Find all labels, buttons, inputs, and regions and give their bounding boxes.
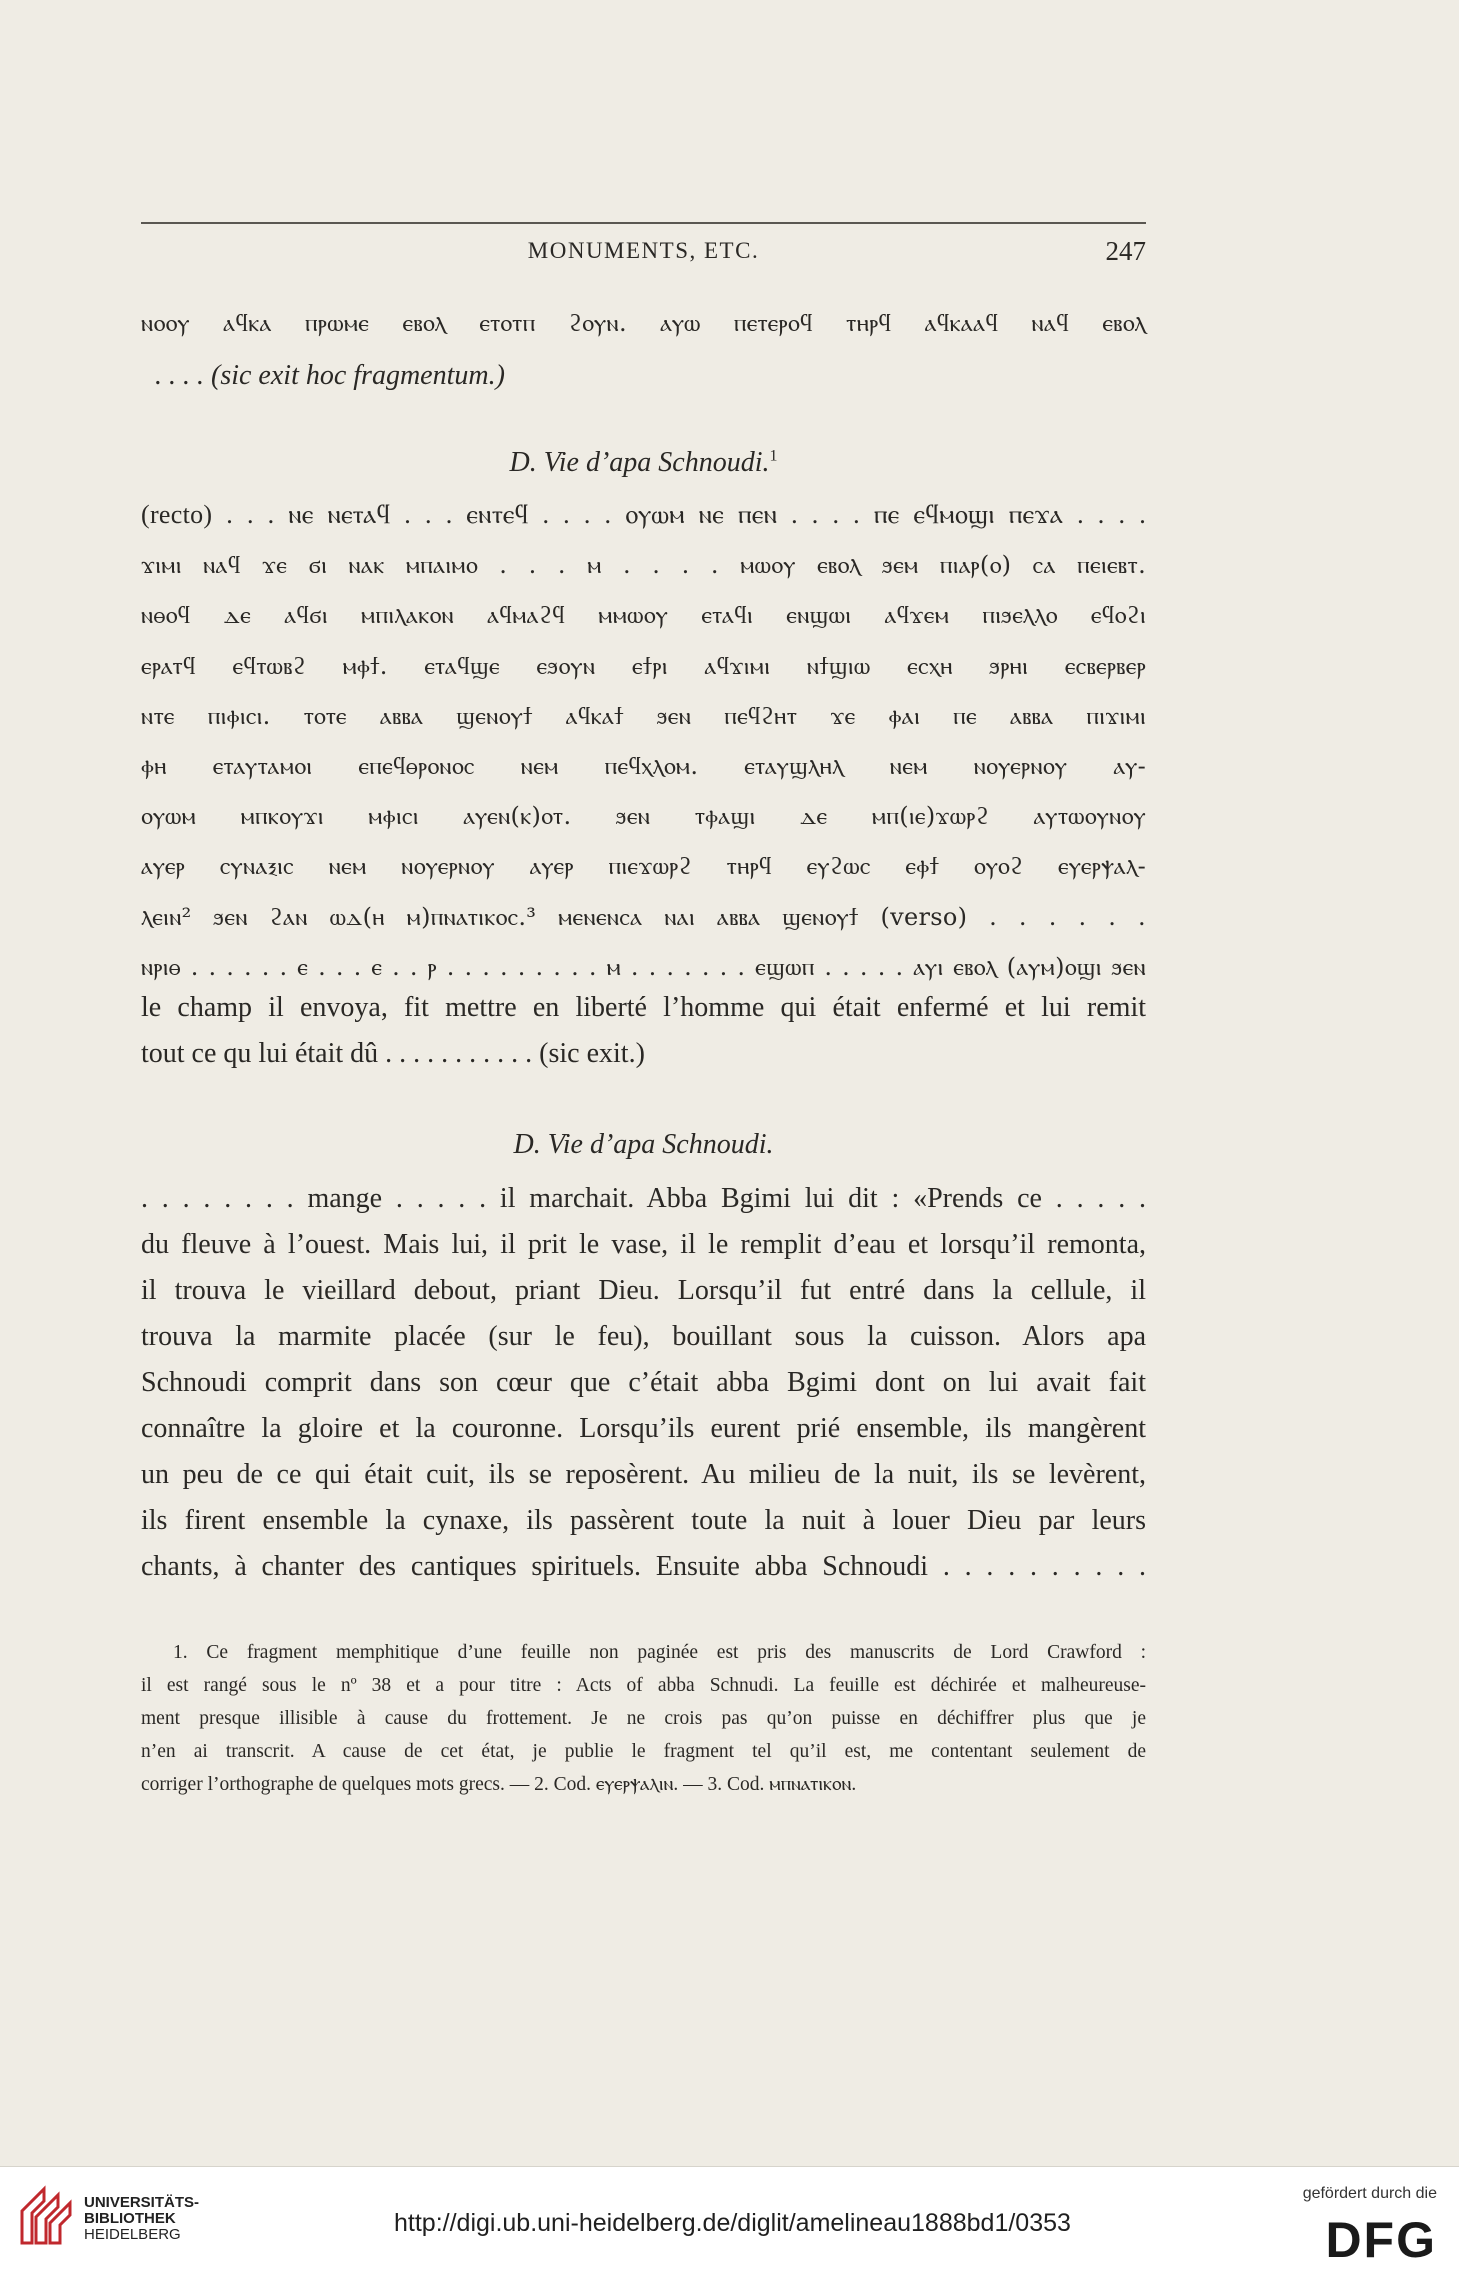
coptic-line: ⲛⲑⲟϥ ⲇⲉ ⲁϥϭⲓ ⲙⲡⲓⲗⲁⲕⲟⲛ ⲁϥⲙⲁϩϥ ⲙⲙⲱⲟⲩ ⲉⲧⲁϥⲓ ⲉⲛϣⲱⲓ ⲁϥϫⲉⲙ ⲡⲓϧⲉⲗⲗⲟ ⲉϥⲟϩⲓ <box>141 601 1146 630</box>
library-line-2: BIBLIOTHEK <box>84 2210 176 2227</box>
coptic-line: ⲗⲉⲓⲛ² ϧⲉⲛ ϩⲁⲛ ⲱⲇ(ⲏ ⲙ)ⲡⲛⲁⲧⲓⲕⲟⲥ.³ ⲙⲉⲛⲉⲛⲥⲁ ⲛⲁⲓ ⲁⲃⲃⲁ ϣⲉⲛⲟⲩϯ (verso) . . . . . . <box>141 902 1146 931</box>
french-line: le champ il envoya, fit mettre en liberté l’homme qui était enfermé et lui remit <box>141 992 1146 1023</box>
section-heading-coptic <box>141 440 1146 486</box>
library-name <box>84 2195 199 2243</box>
french-line: du fleuve à l’ouest. Mais lui, il prit le vase, il le remplit d’eau et lorsqu’il remonta, <box>141 1229 1146 1260</box>
french-line: il trouva le vieillard debout, priant Dieu. Lorsqu’il fut entré dans la cellule, il <box>141 1275 1146 1306</box>
footnote-line: 1. Ce fragment memphitique d’une feuille non paginée est pris des manuscrits de Lord Crawford : <box>173 1642 1146 1663</box>
fragment-note <box>141 353 1146 399</box>
header-rule <box>141 222 1146 224</box>
coptic-line: ⲛⲣⲓⲑ . . . . . . ⲉ . . . ⲉ . . ⲣ . . . . . . . . . ⲙ . . . . . . . ⲉϣⲱⲡ . . . . . ⲁⲩⲓ ⲉⲃⲟⲗ (ⲁⲩⲙ)ⲟϣⲓ ϧⲉⲛ <box>141 952 1146 981</box>
university-library-logo <box>14 2181 76 2251</box>
french-line: . . . . . . . . mange . . . . . il marchait. Abba Bgimi lui dit : «Prends ce . . . . . <box>141 1183 1146 1214</box>
permalink-url[interactable]: http://digi.ub.uni-heidelberg.de/diglit/amelineau1888bd1/0353 <box>394 2209 1071 2237</box>
coptic-line: ⲟⲩⲱⲙ ⲙⲡⲕⲟⲩϫⲓ ⲙⲫⲓⲥⲓ ⲁⲩⲉⲛ(ⲕ)ⲟⲧ. ϧⲉⲛ ⲧⲫⲁϣⲓ ⲇⲉ ⲙⲡ(ⲓⲉ)ϫⲱⲣϩ ⲁⲩⲧⲱⲟⲩⲛⲟⲩ <box>141 802 1146 831</box>
footnotes <box>141 1636 1146 1801</box>
footnote-line: il est rangé sous le nº 38 et a pour titre : Acts of abba Schnudi. La feuille est déchirée et malheureuse- <box>141 1675 1146 1696</box>
footnote-line: ment presque illisible à cause du frottement. Je ne crois pas qu’on puisse en déchiffrer plus que je <box>141 1708 1146 1729</box>
page-number: 247 <box>1105 236 1146 266</box>
french-line: ils firent ensemble la cynaxe, ils passèrent toute la nuit à louer Dieu par leurs <box>141 1505 1146 1536</box>
footnote-line: n’en ai transcrit. A cause de cet état, je publie le fragment tel qu’il est, me contentant seulement de <box>141 1741 1146 1762</box>
french-line: connaître la gloire et la couronne. Lorsqu’ils eurent prié ensemble, ils mangèrent <box>141 1413 1146 1444</box>
coptic-line: ⲁⲩⲉⲣ ⲥⲩⲛⲁⲝⲓⲥ ⲛⲉⲙ ⲛⲟⲩⲉⲣⲛⲟⲩ ⲁⲩⲉⲣ ⲡⲓⲉϫⲱⲣϩ ⲧⲏⲣϥ ⲉⲩϩⲱⲥ ⲉⲫϯ ⲟⲩⲟϩ ⲉⲩⲉⲣⲯⲁⲗ- <box>141 852 1146 881</box>
coptic-continuation <box>141 300 1146 346</box>
french-line: Schnoudi comprit dans son cœur que c’était abba Bgimi dont on lui avait fait <box>141 1367 1146 1398</box>
coptic-line: ϫⲓⲙⲓ ⲛⲁϥ ϫⲉ ϭⲓ ⲛⲁⲕ ⲙⲡⲁⲓⲙⲟ . . . ⲙ . . . . ⲙⲱⲟⲩ ⲉⲃⲟⲗ ϧⲉⲙ ⲡⲓⲁⲣ(ⲟ) ⲥⲁ ⲡⲉⲓⲉⲃⲧ. <box>141 551 1146 580</box>
french-line: chants, à chanter des cantiques spirituels. Ensuite abba Schnoudi . . . . . . . . . . <box>141 1551 1146 1582</box>
coptic-line: (recto) . . . ⲛⲉ ⲛⲉⲧⲁϥ . . . ⲉⲛⲧⲉϥ . . . . ⲟⲩⲱⲙ ⲛⲉ ⲡⲉⲛ . . . . ⲡⲉ ⲉϥⲙⲟϣⲓ ⲡⲉϫⲁ . . . . <box>141 500 1146 529</box>
french-line: trouva la marmite placée (sur le feu), bouillant sous la cuisson. Alors apa <box>141 1321 1146 1352</box>
french-line: un peu de ce qui était cuit, ils se reposèrent. Au milieu de la nuit, ils se levèrent, <box>141 1459 1146 1490</box>
library-line-3: HEIDELBERG <box>84 2226 181 2243</box>
footnote-line: corriger l’orthographe de quelques mots grecs. — 2. Cod. ⲉⲩⲉⲣⲯⲁⲗⲓⲛ. — 3. Cod. ⲙⲡⲛⲁⲧⲓⲕⲟⲛ. <box>141 1774 857 1795</box>
running-title: MONUMENTS, ETC. <box>527 238 760 263</box>
dfg-logo: DFG <box>1325 2212 1437 2268</box>
coptic-line: ⲛⲟⲟⲩ ⲁϥⲕⲁ ⲡⲣⲱⲙⲉ ⲉⲃⲟⲗ ⲉⲧⲟⲧⲡ ϩⲟⲩⲛ. ⲁⲩⲱ ⲡⲉⲧⲉⲣⲟϥ ⲧⲏⲣϥ ⲁϥⲕⲁⲁϥ ⲛⲁϥ ⲉⲃⲟⲗ <box>141 309 1146 337</box>
coptic-line: ⲛⲧⲉ ⲡⲓⲫⲓⲥⲓ. ⲧⲟⲧⲉ ⲁⲃⲃⲁ ϣⲉⲛⲟⲩϯ ⲁϥⲕⲁϯ ϧⲉⲛ ⲡⲉϥϩⲏⲧ ϫⲉ ⲫⲁⲓ ⲡⲉ ⲁⲃⲃⲁ ⲡⲓϫⲓⲙⲓ <box>141 701 1146 730</box>
footnote-marker: 1 <box>769 447 778 465</box>
fragment-note-text: . . . . (sic exit hoc fragmentum.) <box>155 360 505 391</box>
heading-french-text: D. Vie d’apa Schnoudi. <box>513 1129 774 1160</box>
coptic-line: ⲉⲣⲁⲧϥ ⲉϥⲧⲱⲃϩ ⲙⲫϯ. ⲉⲧⲁϥϣⲉ ⲉϧⲟⲩⲛ ⲉϯⲣⲓ ⲁϥϫⲓⲙⲓ ⲛϯϣⲓⲱ ⲉⲥⲭⲏ ϧⲣⲏⲓ ⲉⲥⲃⲉⲣⲃⲉⲣ <box>141 651 1146 680</box>
french-continuation <box>141 985 1146 1077</box>
library-line-1: UNIVERSITÄTS- <box>84 2194 200 2211</box>
heading-coptic-text: D. Vie d’apa Schnoudi. <box>509 447 770 478</box>
running-header <box>141 238 1146 278</box>
digitization-footer <box>0 2166 1459 2275</box>
coptic-body <box>141 490 1146 992</box>
funded-by-label: gefördert durch die <box>1302 2185 1437 2202</box>
french-body <box>141 1176 1146 1590</box>
coptic-line: ⲫⲏ ⲉⲧⲁⲩⲧⲁⲙⲟⲓ ⲉⲡⲉϥⲑⲣⲟⲛⲟⲥ ⲛⲉⲙ ⲡⲉϥⲭⲗⲟⲙ. ⲉⲧⲁⲩϣⲗⲏⲗ ⲛⲉⲙ ⲛⲟⲩⲉⲣⲛⲟⲩ ⲁⲩ- <box>141 751 1146 780</box>
section-heading-french <box>141 1122 1146 1168</box>
french-line: tout ce qu lui était dû . . . . . . . . . . . (sic exit.) <box>141 1038 645 1069</box>
